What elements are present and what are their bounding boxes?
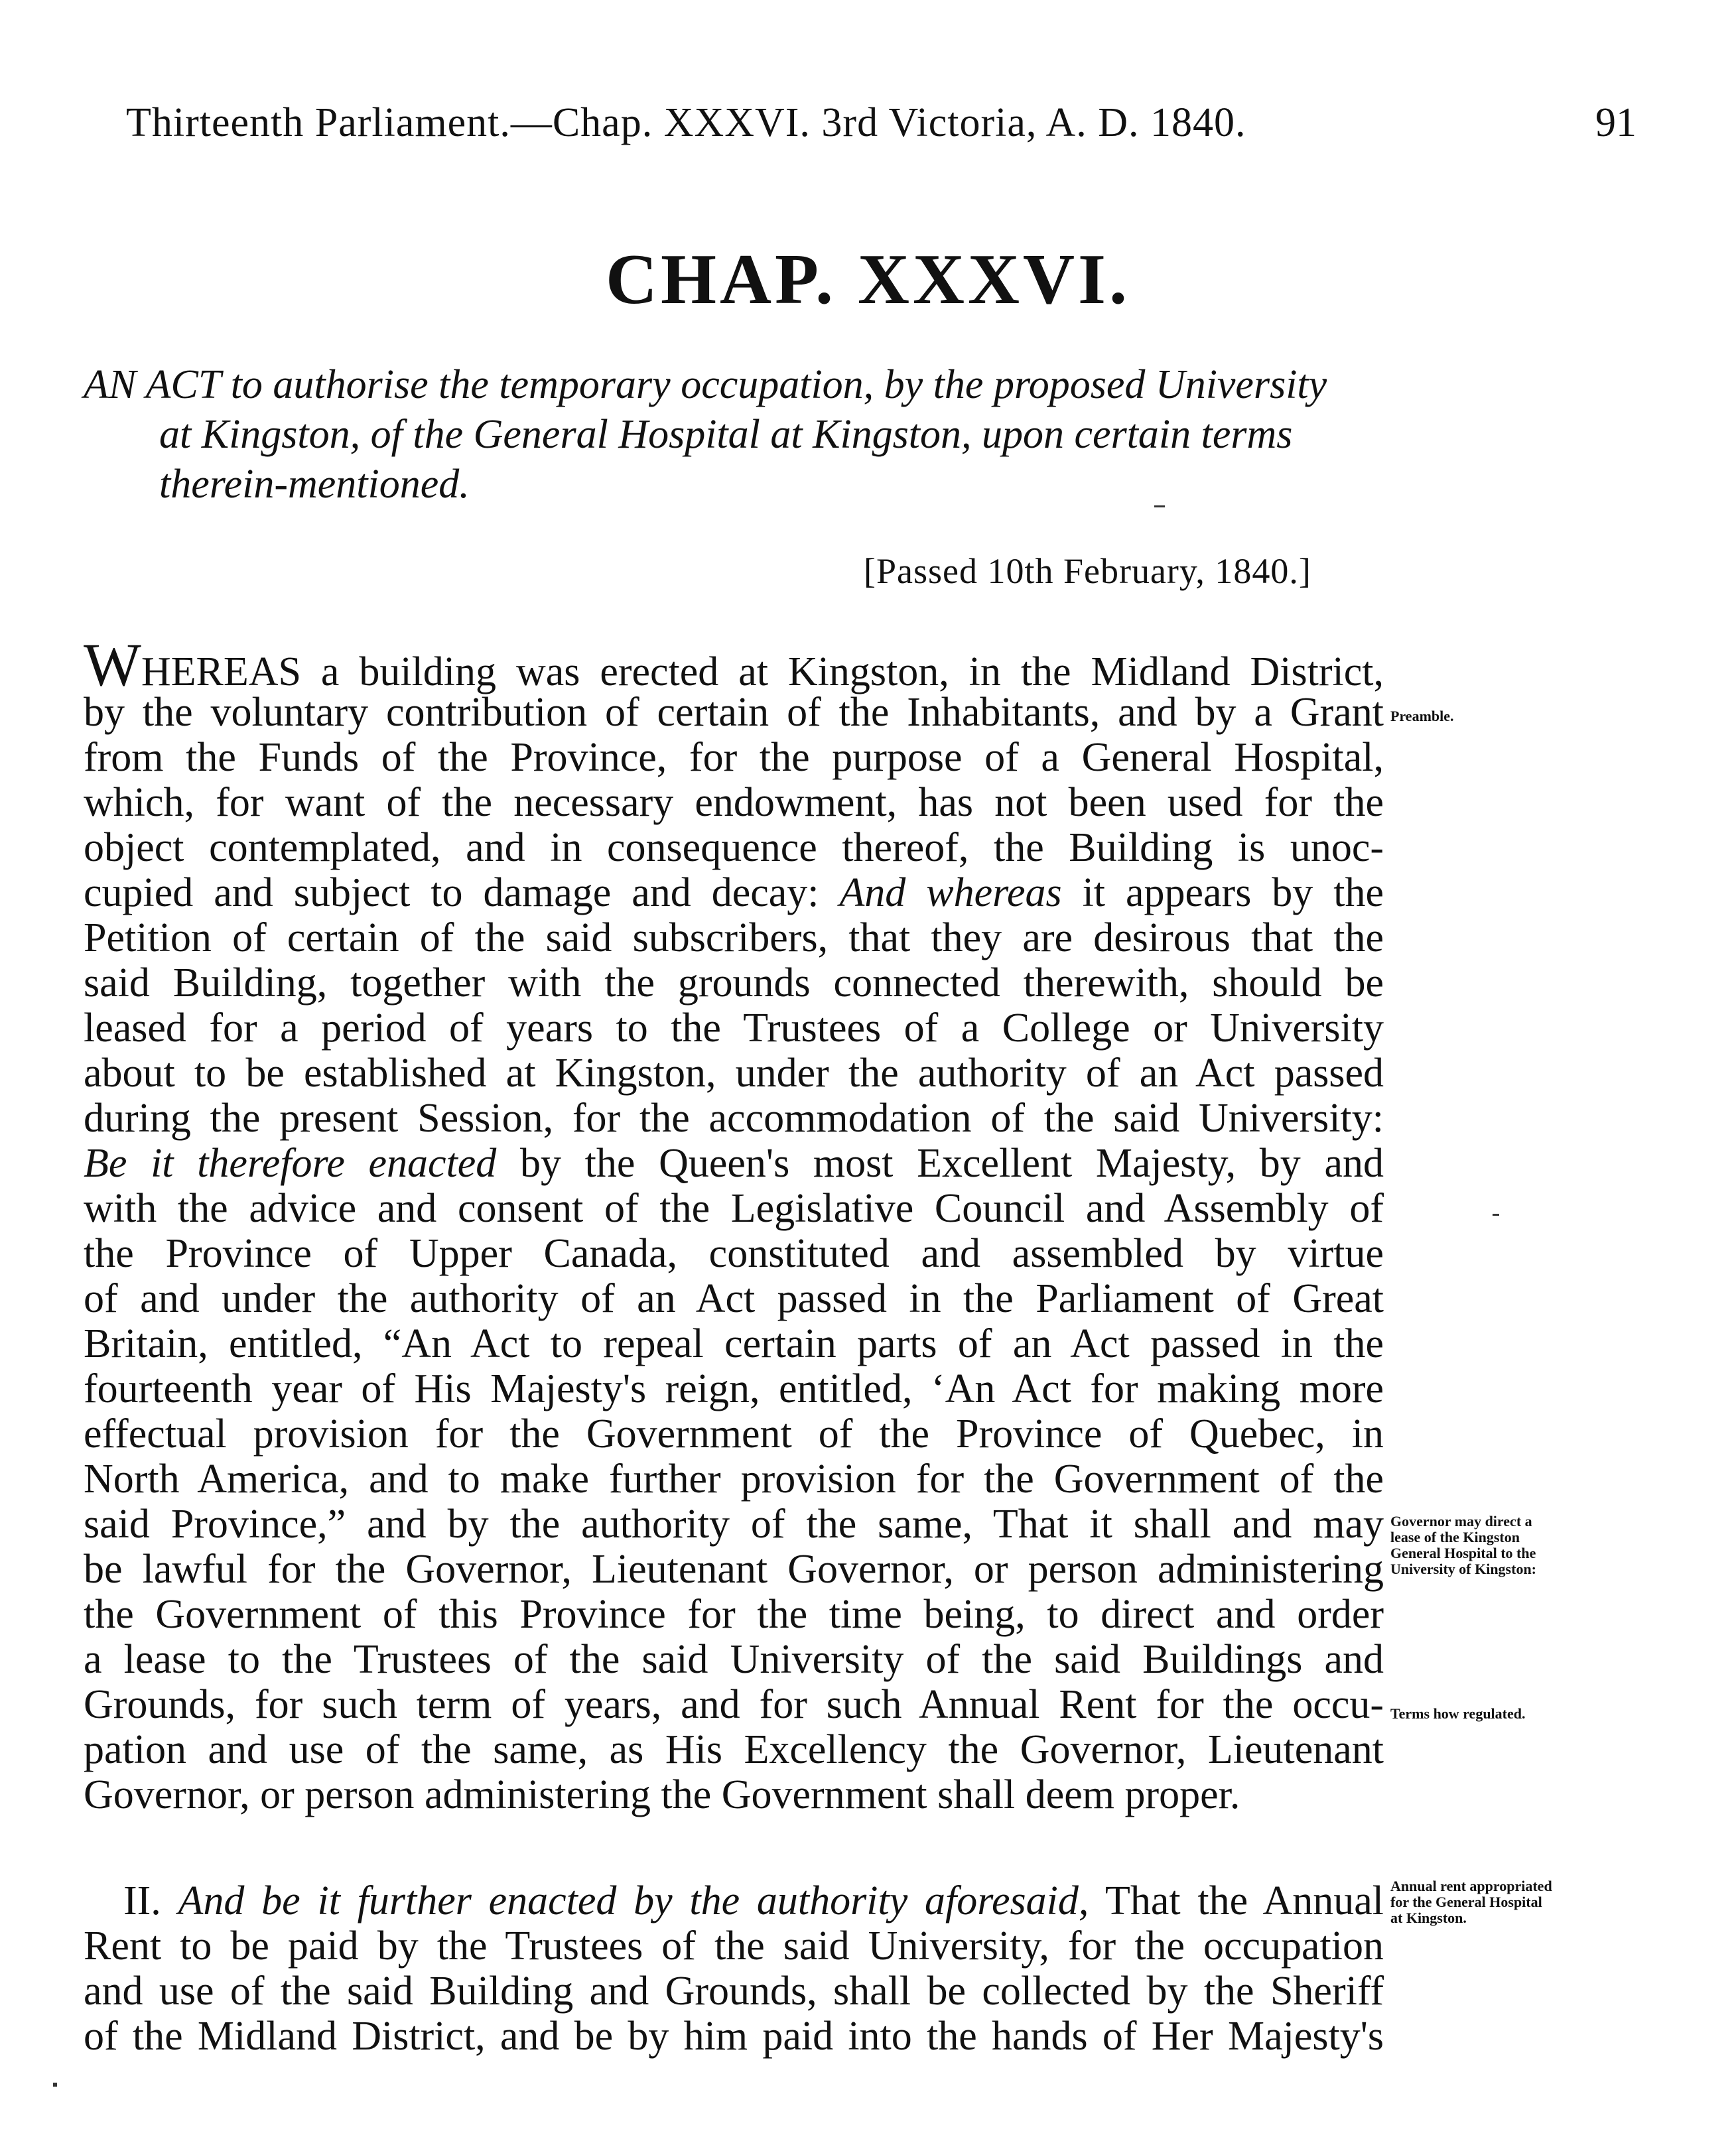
- margin-note-governor: Governor may direct a lease of the Kingston General Hospital to the University of Kingston:: [1390, 1513, 1536, 1577]
- margin-note-terms: Terms how regulated.: [1390, 1705, 1526, 1722]
- print-speck: [1154, 505, 1165, 507]
- body-line: WHEREAS a building was erected at Kingston, in the Midland District,: [84, 631, 1384, 698]
- body-line: by the voluntary contribution of certain of the Inhabitants, and by a Grant: [84, 690, 1384, 735]
- body-line: and use of the said Building and Grounds, shall be collected by the Sheriff: [84, 1969, 1384, 2014]
- body-line: of the Midland District, and be by him paid into the hands of Her Majesty's: [84, 2014, 1384, 2059]
- body-line: North America, and to make further provision for the Government of the: [84, 1457, 1384, 1502]
- page-number: 91: [1595, 100, 1636, 145]
- body-line: which, for want of the necessary endowment, has not been used for the: [84, 780, 1384, 825]
- body-line: Governor, or person administering the Government shall deem proper.: [84, 1772, 1240, 1817]
- drop-cap: W: [84, 631, 141, 698]
- act-title-line-1: [84, 361, 1327, 409]
- act-title-line-3: therein-mentioned.: [159, 462, 470, 507]
- margin-note-rent: Annual rent appropriated for the General Hospital at Kingston.: [1390, 1878, 1552, 1926]
- body-line: the Government of this Province for the time being, to direct and order: [84, 1592, 1384, 1637]
- body-line: fourteenth year of His Majesty's reign, entitled, ‘An Act for making more: [84, 1366, 1384, 1411]
- italic-phrase: And be it further enacted by the authority aforesaid,: [178, 1878, 1089, 1923]
- act-title-lead: AN ACT: [84, 362, 221, 407]
- body-line: of and under the authority of an Act passed in the Parliament of Great: [84, 1276, 1384, 1321]
- body-line: II. And be it further enacted by the authority aforesaid, That the Annual: [123, 1878, 1384, 1923]
- act-title-text: to authorise the temporary occupation, by the proposed University: [220, 362, 1327, 407]
- body-line: pation and use of the same, as His Excellency the Governor, Lieutenant: [84, 1727, 1384, 1772]
- body-line: a lease to the Trustees of the said University of the said Buildings and: [84, 1637, 1384, 1682]
- body-line: the Province of Upper Canada, constituted and assembled by virtue: [84, 1231, 1384, 1276]
- running-head: Thirteenth Parliament.—Chap. XXXVI. 3rd Victoria, A. D. 1840.: [126, 100, 1246, 145]
- body-line: be lawful for the Governor, Lieutenant Governor, or person administering: [84, 1547, 1384, 1592]
- body-line: during the present Session, for the accommodation of the said University:: [84, 1096, 1384, 1141]
- body-line: Petition of certain of the said subscribers, that they are desirous that the: [84, 915, 1384, 960]
- body-line: Rent to be paid by the Trustees of the said University, for the occupation: [84, 1923, 1384, 1969]
- body-line: Britain, entitled, “An Act to repeal certain parts of an Act passed in the: [84, 1321, 1384, 1366]
- body-line: said Building, together with the grounds connected therewith, should be: [84, 960, 1384, 1006]
- italic-phrase: Be it therefore enacted: [84, 1141, 497, 1186]
- margin-note-preamble: Preamble.: [1390, 708, 1454, 724]
- body-line: object contemplated, and in consequence thereof, the Building is unoc-: [84, 825, 1384, 870]
- act-title-line-2: at Kingston, of the General Hospital at Kingston, upon certain terms: [159, 412, 1293, 457]
- chapter-heading: CHAP. XXXVI.: [605, 240, 1131, 319]
- print-speck: [1493, 1214, 1499, 1216]
- passed-date: [Passed 10th February, 1840.]: [864, 551, 1311, 591]
- body-line: Grounds, for such term of years, and for such Annual Rent for the occu-: [84, 1682, 1384, 1727]
- print-speck: [53, 2083, 57, 2087]
- section-number: II.: [123, 1878, 178, 1923]
- body-line: Be it therefore enacted by the Queen's most Excellent Majesty, by and: [84, 1141, 1384, 1186]
- body-line: from the Funds of the Province, for the purpose of a General Hospital,: [84, 735, 1384, 780]
- body-line: effectual provision for the Government of the Province of Quebec, in: [84, 1411, 1384, 1457]
- body-line: leased for a period of years to the Trustees of a College or University: [84, 1006, 1384, 1051]
- body-line: said Province,” and by the authority of the same, That it shall and may: [84, 1502, 1384, 1547]
- body-line: with the advice and consent of the Legislative Council and Assembly of: [84, 1186, 1384, 1231]
- italic-phrase: And whereas: [839, 870, 1062, 915]
- body-line: about to be established at Kingston, under the authority of an Act passed: [84, 1051, 1384, 1096]
- body-line: cupied and subject to damage and decay: And whereas it appears by the: [84, 870, 1384, 915]
